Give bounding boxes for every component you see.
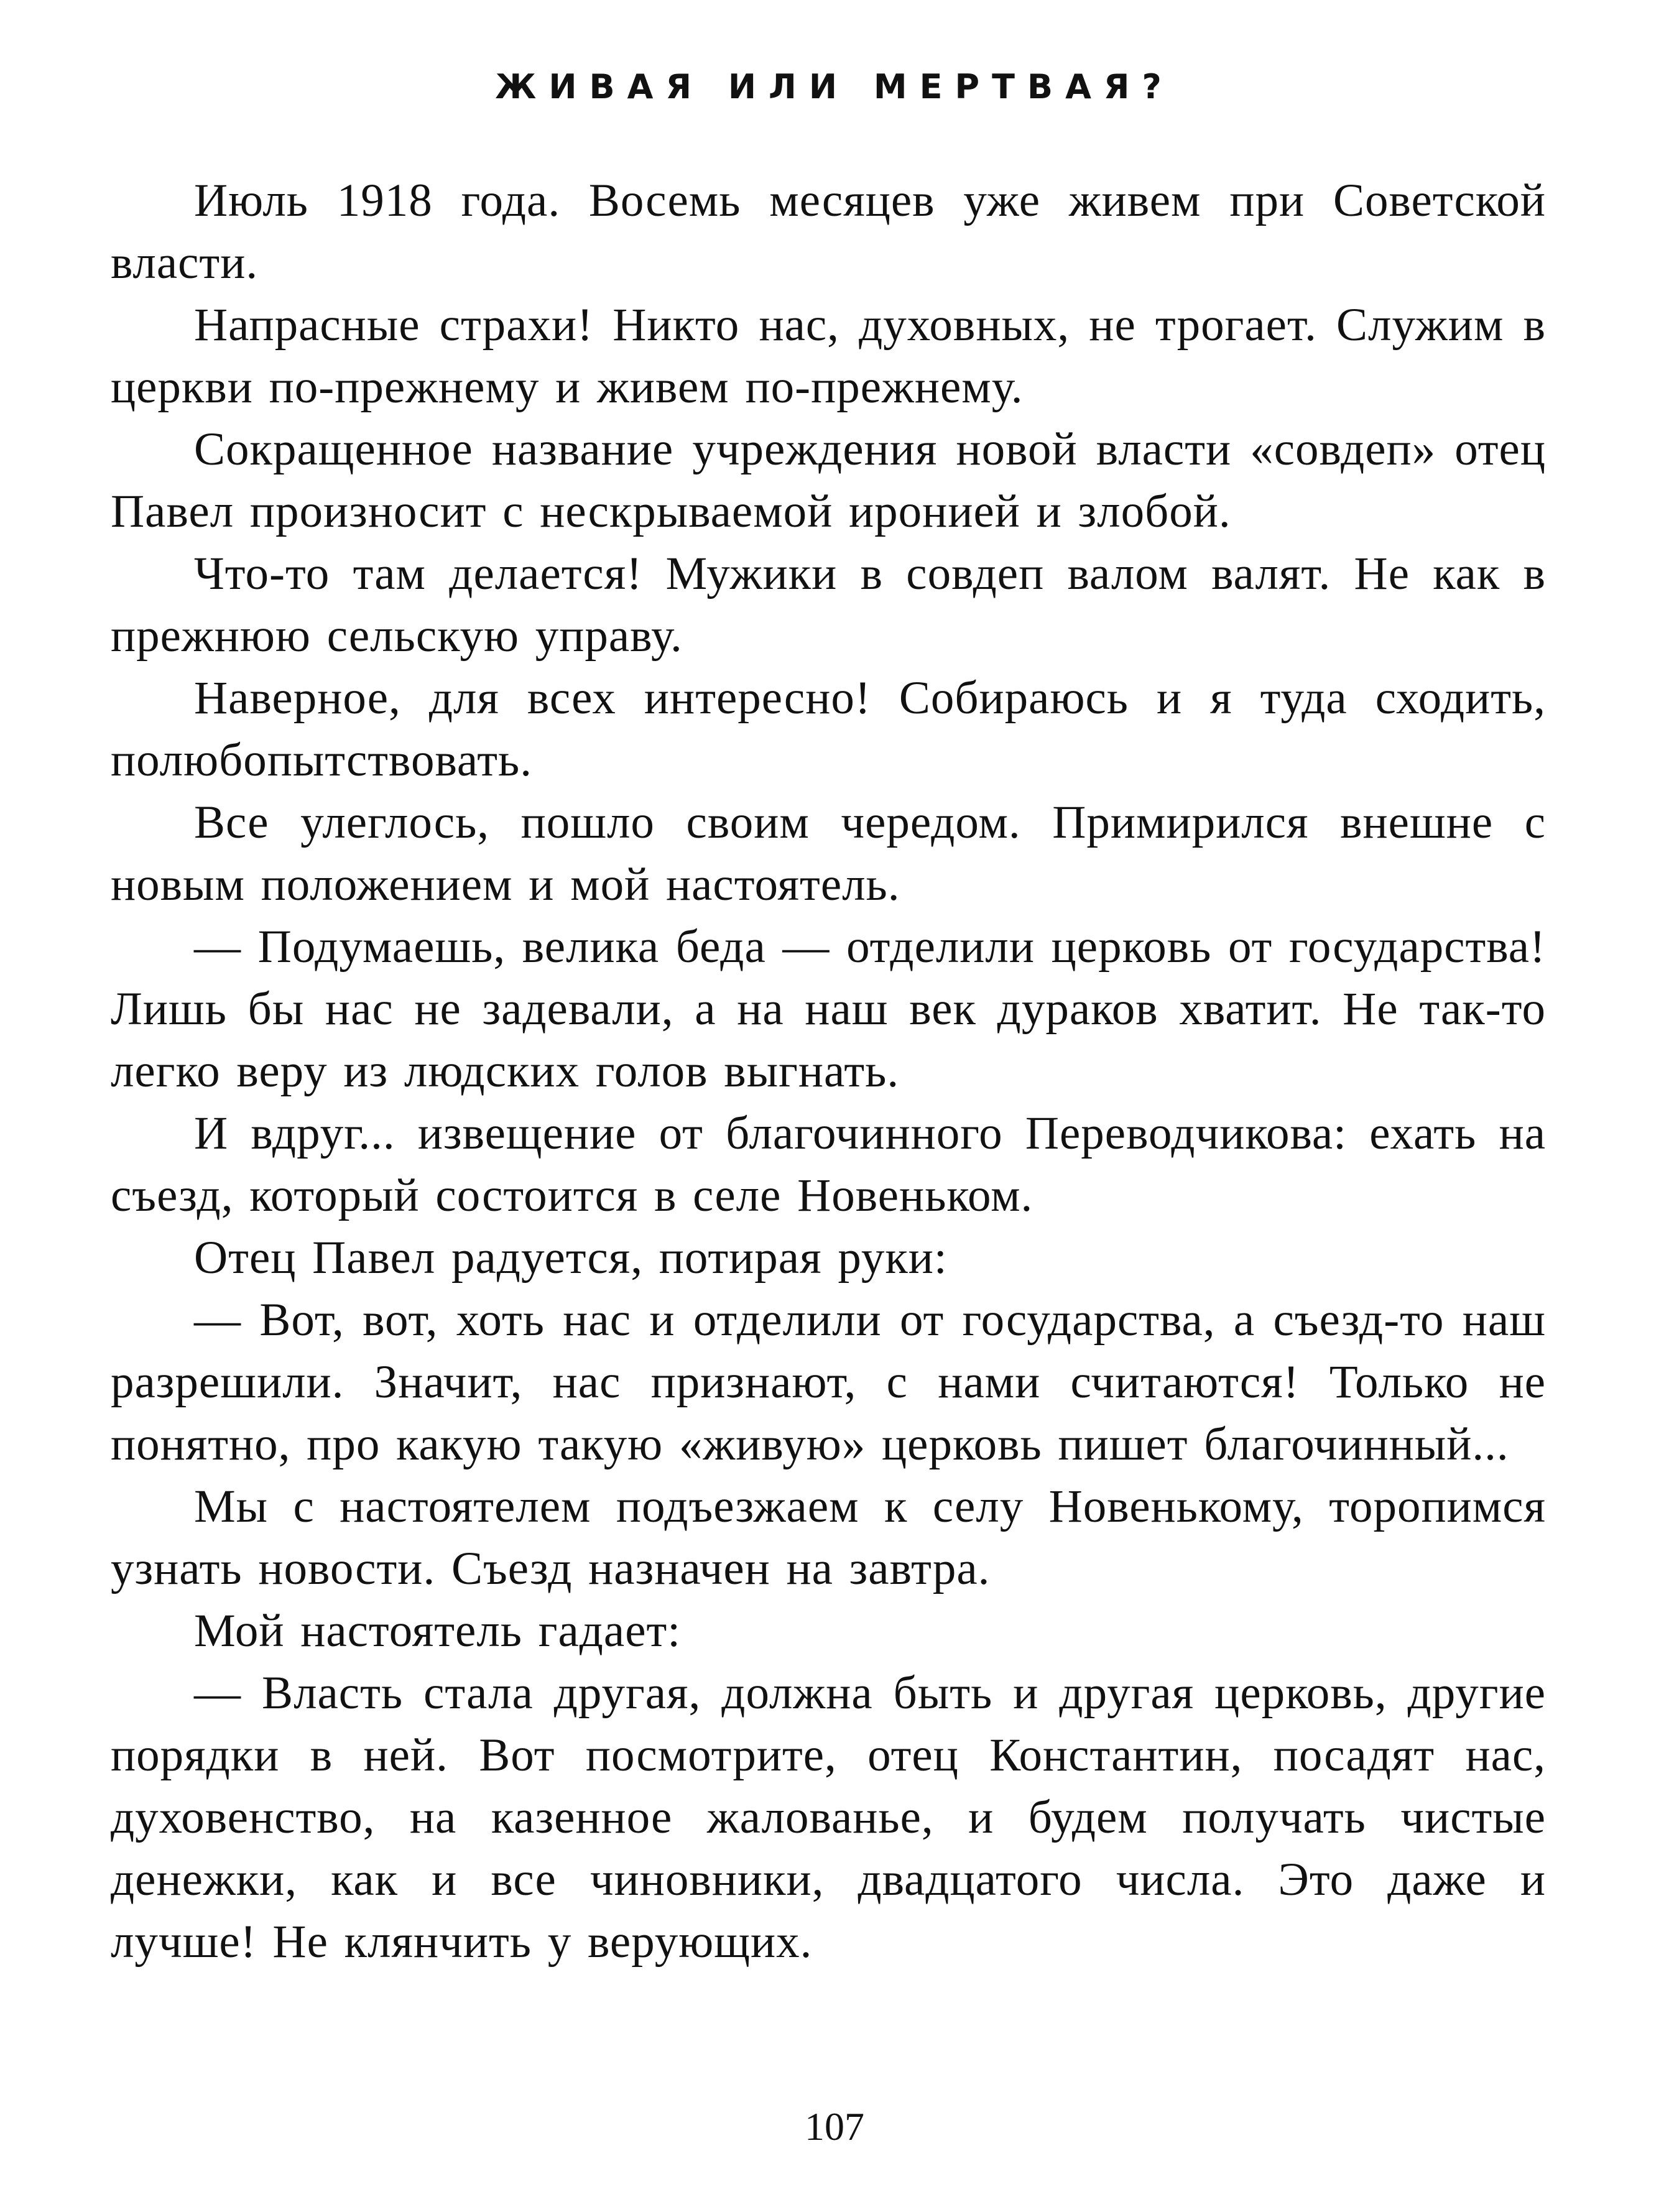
- paragraph: — Подумаешь, велика беда — отделили церковь от государства! Лишь бы нас не задевали, а на наш век дураков хватит. Не так-то легко веру из людских голов выгнать.: [111, 921, 1546, 1097]
- paragraph: — Вот, вот, хоть нас и отделили от государства, а съезд-то наш разрешили. Значит, нас признают, с нами считаются! Только не понятно, про какую такую «живую» церковь пишет благочинный...: [111, 1294, 1546, 1470]
- paragraph: Сокращенное название учреждения новой власти «совдеп» отец Павел произносит с нескрываемой иронией и злобой.: [111, 423, 1546, 537]
- body-text: [111, 170, 1546, 1973]
- paragraph: И вдруг... извещение от благочинного Переводчикова: ехать на съезд, который состоится в селе Новеньком.: [111, 1108, 1546, 1221]
- paragraph: Мы с настоятелем подъезжаем к селу Новенькому, торопимся узнать новости. Съезд назначен на завтра.: [111, 1481, 1546, 1594]
- paragraph: Все улеглось, пошло своим чередом. Примирился внешне с новым положением и мой настоятель.: [111, 797, 1546, 910]
- paragraph: Напрасные страхи! Никто нас, духовных, не трогает. Служим в церкви по-прежнему и живем по-прежнему.: [111, 299, 1546, 413]
- paragraph: Наверное, для всех интересно! Собираюсь и я туда сходить, полюбопытствовать.: [111, 672, 1546, 786]
- page-number: 107: [805, 2104, 864, 2149]
- paragraph: Мой настоятель гадает:: [194, 1605, 682, 1657]
- paragraph: Отец Павел радуется, потирая руки:: [194, 1232, 948, 1284]
- paragraph: Что-то там делается! Мужики в совдеп валом валят. Не как в прежнюю сельскую управу.: [111, 548, 1546, 662]
- chapter-title: ЖИВАЯ ИЛИ МЕРТВАЯ?: [495, 67, 1174, 106]
- paragraph: Июль 1918 года. Восемь месяцев уже живем при Советской власти.: [111, 175, 1546, 289]
- paragraph: — Власть стала другая, должна быть и другая церковь, другие порядки в ней. Вот посмотрите, отец Константин, посадят нас, духовенство, на казенное жалованье, и будем получать чистые денежки, как и все чиновники, двадцатого числа. Это даже и лучше! Не клянчить у верующих.: [111, 1667, 1546, 1968]
